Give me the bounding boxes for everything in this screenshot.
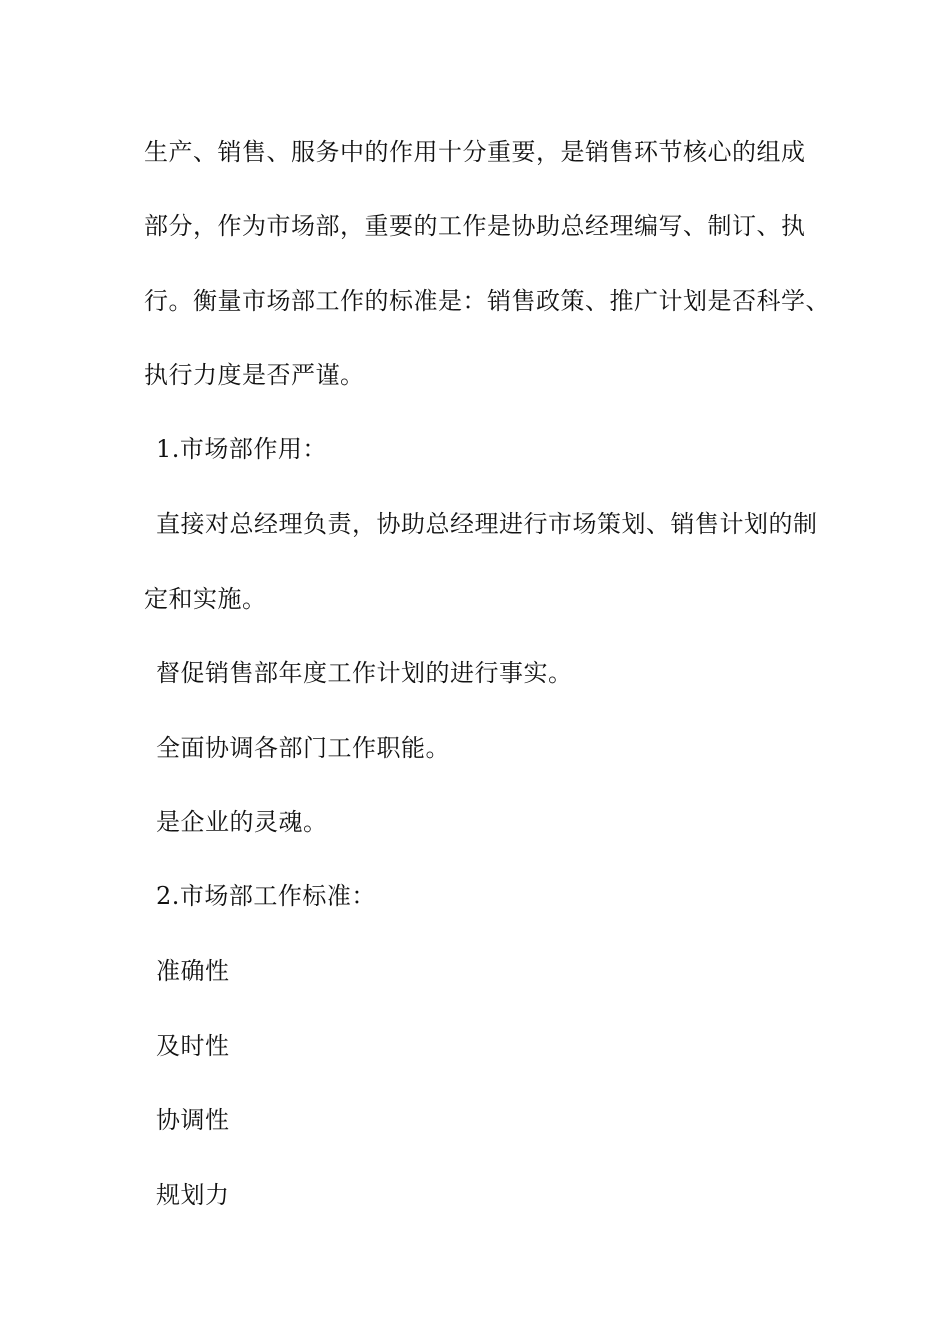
paragraph-line: 执行力度是否严谨。: [144, 361, 365, 389]
paragraph-line: 部分，作为市场部，重要的工作是协助总经理编写、制订、执: [144, 212, 806, 240]
list-item: 准确性: [156, 957, 230, 985]
list-item: 全面协调各部门工作职能。: [156, 734, 450, 762]
section-heading: 2.市场部工作标准：: [156, 882, 376, 910]
paragraph-line: 行。衡量市场部工作的标准是：销售政策、推广计划是否科学、: [144, 287, 830, 315]
list-item: 协调性: [156, 1106, 230, 1134]
list-item-line: 直接对总经理负责，协助总经理进行市场策划、销售计划的制: [156, 510, 818, 538]
list-item: 及时性: [156, 1032, 230, 1060]
section-heading: 1.市场部作用：: [156, 435, 327, 463]
paragraph-line: 生产、销售、服务中的作用十分重要，是销售环节核心的组成: [144, 138, 806, 166]
list-item: 督促销售部年度工作计划的进行事实。: [156, 659, 573, 687]
list-item: 规划力: [156, 1181, 230, 1209]
list-item-line: 定和实施。: [144, 585, 267, 613]
list-item: 是企业的灵魂。: [156, 808, 328, 836]
